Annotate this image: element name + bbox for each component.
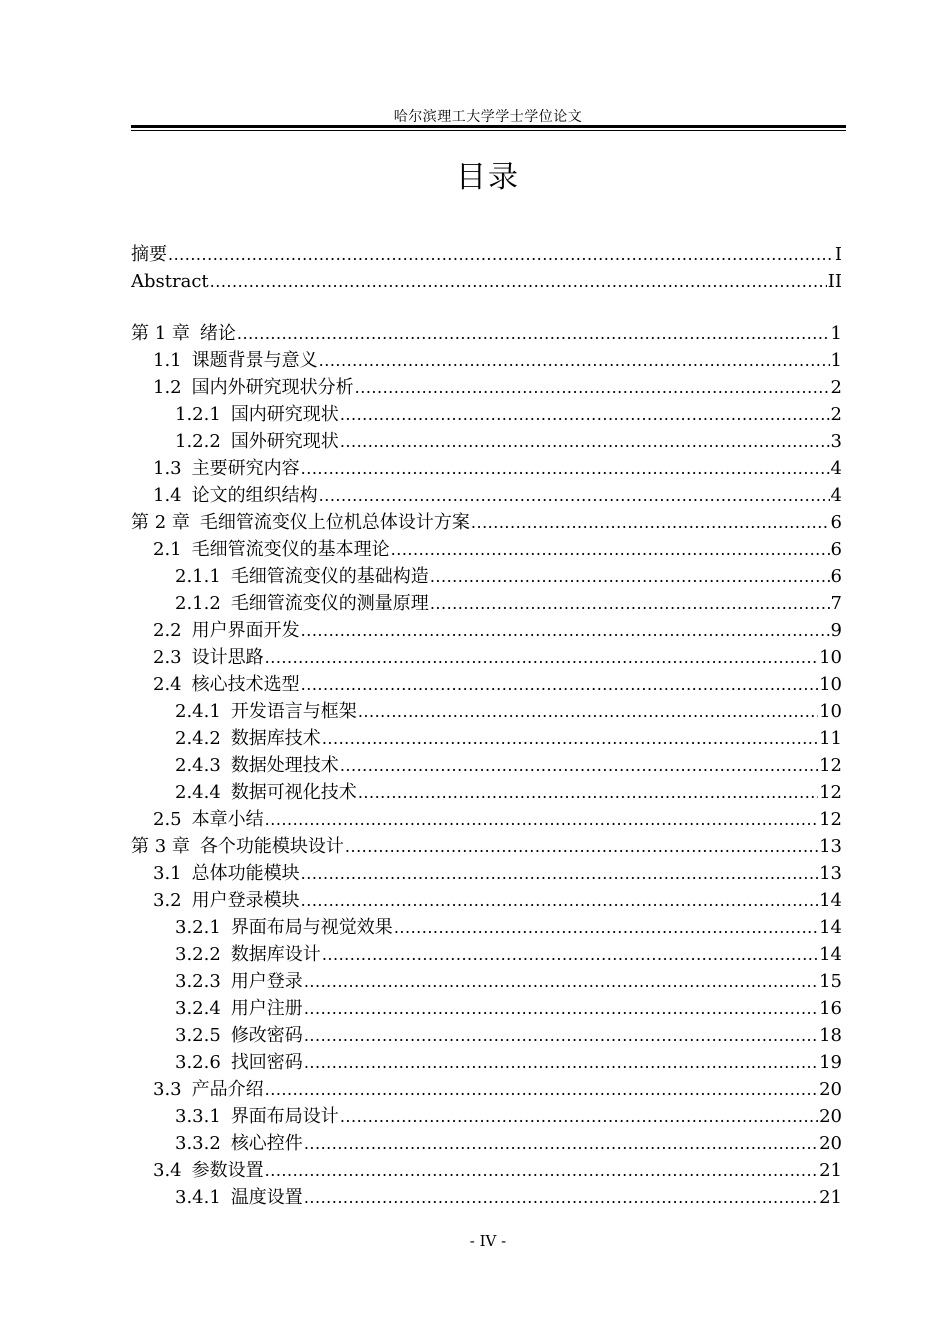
toc-entry-text: 温度设置 [230, 1187, 303, 1208]
dot-leader [301, 860, 818, 887]
toc-entry-text: 界面布局与视觉效果 [230, 917, 393, 938]
toc-entry-number: 2.2 [153, 620, 182, 641]
toc-entry-number: 1.2.2 [175, 431, 221, 452]
toc-entry-text: 绪论 [199, 323, 236, 344]
toc-entry-abstract-en[interactable] [131, 268, 842, 295]
toc-entry-page: 19 [819, 1052, 842, 1073]
toc-entry-number: 3.1 [153, 863, 182, 884]
toc-entry-label [153, 860, 300, 887]
toc-entry-number: 2.3 [153, 647, 182, 668]
toc-entry-label [175, 563, 429, 590]
toc-entry-page: 2 [830, 404, 842, 425]
toc-entry-text: 用户注册 [230, 998, 303, 1019]
toc-subsection-entry[interactable] [131, 1103, 842, 1130]
toc-entry-text: 核心控件 [230, 1133, 303, 1154]
toc-entry-label [153, 347, 318, 374]
toc-entry-page: 15 [819, 971, 842, 992]
toc-subsection-entry[interactable] [131, 1049, 842, 1076]
dot-leader [322, 725, 818, 752]
dot-leader [210, 268, 827, 295]
toc-entry-text: 修改密码 [230, 1025, 303, 1046]
toc-entry-label [153, 374, 354, 401]
dot-leader [430, 563, 830, 590]
toc-entry-number: 2.4.1 [175, 701, 221, 722]
toc-title: 目录 [456, 160, 520, 195]
toc-section-entry[interactable] [131, 482, 842, 509]
toc-entry-number: 1.1 [153, 350, 182, 371]
toc-entry-label [153, 455, 300, 482]
toc-entry-number: 2.4.4 [175, 782, 221, 803]
toc-entry-number: 1.2 [153, 377, 182, 398]
toc-chapter-entry[interactable] [131, 833, 842, 860]
toc-subsection-entry[interactable] [131, 698, 842, 725]
toc-entry-text: 数据库设计 [230, 944, 321, 965]
toc-entry-text: 本章小结 [191, 809, 264, 830]
toc-entry-text: 用户登录 [230, 971, 303, 992]
toc-entry-page: 13 [819, 836, 842, 857]
toc-entry-label [175, 401, 339, 428]
toc-entry-number: 第 3 章 [131, 836, 190, 857]
toc-section-entry[interactable] [131, 374, 842, 401]
toc-entry-number: 3.2.2 [175, 944, 221, 965]
toc-entry-page: 18 [819, 1025, 842, 1046]
toc-entry-page: 11 [819, 728, 842, 749]
toc-entry-page: 14 [819, 917, 842, 938]
toc-section-entry[interactable] [131, 887, 842, 914]
dot-leader [304, 1022, 818, 1049]
toc-entry-page: 4 [830, 458, 842, 479]
toc-entry-label [153, 671, 300, 698]
toc-entry-number: 3.2.1 [175, 917, 221, 938]
toc-entry-label [175, 779, 357, 806]
table-of-contents [131, 241, 842, 1211]
dot-leader [340, 1103, 818, 1130]
toc-section-entry[interactable] [131, 671, 842, 698]
toc-entry-label: 摘要 [131, 244, 167, 265]
toc-subsection-entry[interactable] [131, 941, 842, 968]
toc-entry-label [153, 617, 300, 644]
toc-entry-page: 6 [830, 512, 842, 533]
toc-entry-number: 3.2 [153, 890, 182, 911]
toc-entry-label [175, 698, 357, 725]
dot-leader [430, 590, 830, 617]
dot-leader [265, 1076, 818, 1103]
toc-entry-page: 2 [830, 377, 842, 398]
toc-subsection-entry[interactable] [131, 563, 842, 590]
toc-entry-text: 课题背景与意义 [191, 350, 318, 371]
toc-entry-label [175, 1103, 339, 1130]
toc-section-entry[interactable] [131, 617, 842, 644]
header-rule-thick [131, 125, 846, 128]
toc-entry-number: 3.2.5 [175, 1025, 221, 1046]
dot-leader [391, 536, 830, 563]
dot-leader [471, 509, 830, 536]
toc-entry-text: 数据处理技术 [230, 755, 339, 776]
toc-entry-page: 12 [819, 809, 842, 830]
toc-entry-page: 14 [819, 890, 842, 911]
toc-entry-label [175, 1049, 303, 1076]
toc-entries [131, 320, 842, 1211]
toc-entry-page: 9 [830, 620, 842, 641]
toc-entry-number: 第 2 章 [131, 512, 190, 533]
toc-entry-page: 12 [819, 755, 842, 776]
toc-section-entry[interactable] [131, 1076, 842, 1103]
toc-entry-number: 3.2.6 [175, 1052, 221, 1073]
toc-entry-page: 14 [819, 944, 842, 965]
toc-entry-number: 3.3.2 [175, 1133, 221, 1154]
toc-entry-number: 3.4.1 [175, 1187, 221, 1208]
toc-subsection-entry[interactable] [131, 914, 842, 941]
toc-entry-page: 3 [830, 431, 842, 452]
toc-entry-page: 20 [819, 1133, 842, 1154]
toc-entry-number: 2.1 [153, 539, 182, 560]
toc-entry-text: 总体功能模块 [191, 863, 300, 884]
toc-spacer [131, 295, 842, 320]
toc-entry-label [153, 536, 390, 563]
dot-leader [358, 779, 818, 806]
dot-leader [358, 698, 818, 725]
toc-entry-label [153, 1076, 264, 1103]
toc-entry-label [175, 968, 303, 995]
toc-entry-page: 20 [819, 1079, 842, 1100]
dot-leader [345, 833, 818, 860]
toc-entry-label [131, 320, 236, 347]
toc-entry-page: 7 [830, 593, 842, 614]
toc-entry-text: 主要研究内容 [191, 458, 300, 479]
dot-leader [304, 1049, 818, 1076]
toc-entry-text: 国内研究现状 [230, 404, 339, 425]
dot-leader [304, 1130, 818, 1157]
toc-entry-text: 国内外研究现状分析 [191, 377, 354, 398]
toc-subsection-entry[interactable] [131, 968, 842, 995]
toc-entry-page: 4 [830, 485, 842, 506]
toc-entry-page: 21 [819, 1187, 842, 1208]
header-rule-thin [131, 130, 846, 131]
toc-entry-label [175, 1130, 303, 1157]
toc-entry-label [153, 806, 264, 833]
toc-entry-label [175, 1184, 303, 1211]
toc-chapter-entry[interactable] [131, 509, 842, 536]
toc-entry-label [153, 482, 318, 509]
toc-entry-text: 参数设置 [191, 1160, 264, 1181]
toc-entry-page: I [834, 244, 842, 265]
toc-subsection-entry[interactable] [131, 590, 842, 617]
toc-entry-page: 1 [830, 323, 842, 344]
toc-subsection-entry[interactable] [131, 752, 842, 779]
toc-entry-abstract-cn[interactable] [131, 241, 842, 268]
dot-leader [394, 914, 818, 941]
running-header: 哈尔滨理工大学学士学位论文 [393, 109, 583, 125]
toc-entry-label [175, 1022, 303, 1049]
dot-leader [304, 968, 818, 995]
toc-section-entry[interactable] [131, 860, 842, 887]
toc-section-entry[interactable] [131, 455, 842, 482]
toc-entry-number: 2.4.3 [175, 755, 221, 776]
toc-entry-text: 毛细管流变仪上位机总体设计方案 [199, 512, 470, 533]
toc-entry-number: 3.3.1 [175, 1106, 221, 1127]
toc-entry-number: 2.1.1 [175, 566, 221, 587]
toc-entry-label [175, 725, 321, 752]
toc-entry-page: 6 [830, 539, 842, 560]
toc-entry-page: 21 [819, 1160, 842, 1181]
toc-entry-label [131, 509, 470, 536]
toc-subsection-entry[interactable] [131, 1130, 842, 1157]
dot-leader [340, 401, 830, 428]
dot-leader [265, 806, 818, 833]
toc-entry-label [131, 833, 344, 860]
toc-subsection-entry[interactable] [131, 725, 842, 752]
toc-entry-text: 开发语言与框架 [230, 701, 357, 722]
dot-leader [168, 241, 834, 268]
dot-leader [301, 671, 818, 698]
toc-entry-text: 找回密码 [230, 1052, 303, 1073]
toc-entry-label [175, 995, 303, 1022]
dot-leader [319, 347, 830, 374]
dot-leader [301, 617, 830, 644]
toc-entry-number: 3.3 [153, 1079, 182, 1100]
toc-entry-number: 3.2.3 [175, 971, 221, 992]
toc-entry-page: II [827, 271, 842, 292]
toc-entry-label [153, 887, 300, 914]
toc-entry-number: 2.4.2 [175, 728, 221, 749]
toc-entry-page: 10 [819, 701, 842, 722]
toc-entry-label [153, 1157, 264, 1184]
toc-entry-number: 1.4 [153, 485, 182, 506]
dot-leader [340, 752, 818, 779]
toc-section-entry[interactable] [131, 1157, 842, 1184]
toc-entry-number: 3.2.4 [175, 998, 221, 1019]
dot-leader [319, 482, 830, 509]
toc-entry-text: 用户登录模块 [191, 890, 300, 911]
toc-entry-number: 第 1 章 [131, 323, 190, 344]
toc-entry-text: 毛细管流变仪的测量原理 [230, 593, 429, 614]
toc-section-entry[interactable] [131, 536, 842, 563]
toc-entry-label [153, 644, 264, 671]
dot-leader [237, 320, 830, 347]
page-number: - IV - [469, 1232, 507, 1250]
toc-entry-text: 界面布局设计 [230, 1106, 339, 1127]
toc-entry-text: 国外研究现状 [230, 431, 339, 452]
toc-entry-page: 1 [830, 350, 842, 371]
toc-entry-number: 1.3 [153, 458, 182, 479]
toc-entry-text: 设计思路 [191, 647, 264, 668]
dot-leader [355, 374, 830, 401]
toc-entry-text: 数据可视化技术 [230, 782, 357, 803]
toc-entry-text: 产品介绍 [191, 1079, 264, 1100]
dot-leader [301, 455, 830, 482]
dot-leader [265, 1157, 818, 1184]
dot-leader [304, 995, 818, 1022]
toc-entry-number: 2.1.2 [175, 593, 221, 614]
toc-entry-text: 论文的组织结构 [191, 485, 318, 506]
toc-entry-label [175, 590, 429, 617]
dot-leader [340, 428, 830, 455]
toc-entry-page: 10 [819, 647, 842, 668]
toc-entry-number: 1.2.1 [175, 404, 221, 425]
toc-entry-label [175, 941, 321, 968]
toc-entry-page: 16 [819, 998, 842, 1019]
toc-entry-number: 3.4 [153, 1160, 182, 1181]
toc-entry-page: 6 [830, 566, 842, 587]
toc-subsection-entry[interactable] [131, 995, 842, 1022]
toc-entry-label [175, 914, 393, 941]
toc-entry-number: 2.4 [153, 674, 182, 695]
toc-entry-page: 13 [819, 863, 842, 884]
toc-entry-text: 各个功能模块设计 [199, 836, 344, 857]
dot-leader [322, 941, 818, 968]
toc-entry-label [175, 752, 339, 779]
toc-subsection-entry[interactable] [131, 401, 842, 428]
toc-section-entry[interactable] [131, 806, 842, 833]
toc-subsection-entry[interactable] [131, 1184, 842, 1211]
toc-entry-text: 毛细管流变仪的基础构造 [230, 566, 429, 587]
toc-subsection-entry[interactable] [131, 1022, 842, 1049]
toc-entry-page: 10 [819, 674, 842, 695]
toc-subsection-entry[interactable] [131, 779, 842, 806]
toc-entry-text: 核心技术选型 [191, 674, 300, 695]
toc-subsection-entry[interactable] [131, 428, 842, 455]
toc-entry-label: Abstract [131, 271, 209, 292]
dot-leader [304, 1184, 818, 1211]
toc-entry-text: 数据库技术 [230, 728, 321, 749]
toc-entry-text: 用户界面开发 [191, 620, 300, 641]
toc-entry-label [175, 428, 339, 455]
toc-entry-page: 12 [819, 782, 842, 803]
toc-section-entry[interactable] [131, 644, 842, 671]
toc-entry-number: 2.5 [153, 809, 182, 830]
dot-leader [265, 644, 818, 671]
toc-section-entry[interactable] [131, 347, 842, 374]
toc-entry-page: 20 [819, 1106, 842, 1127]
toc-chapter-entry[interactable] [131, 320, 842, 347]
dot-leader [301, 887, 818, 914]
toc-entry-text: 毛细管流变仪的基本理论 [191, 539, 390, 560]
